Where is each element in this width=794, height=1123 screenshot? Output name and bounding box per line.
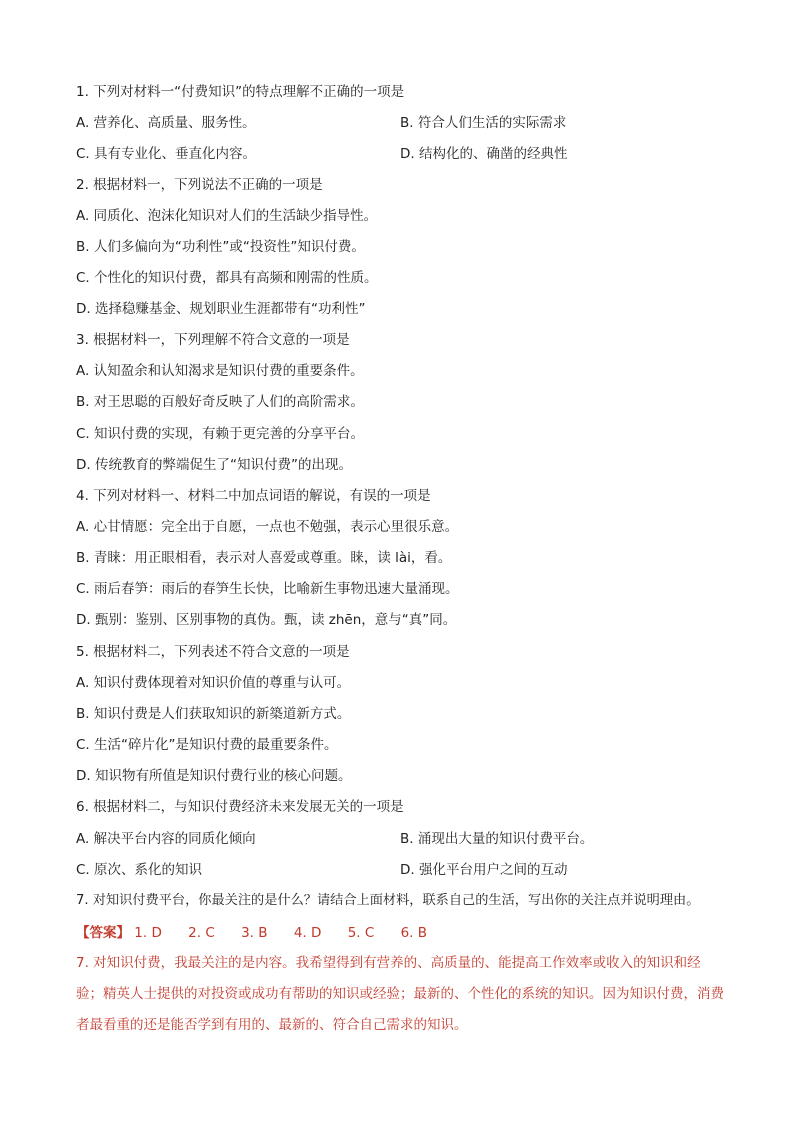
answer-line xyxy=(76,924,449,942)
answer-item: 3. B xyxy=(241,925,268,941)
answer-q7-paragraph: 7. 对知识付费，我最关注的是内容。我希望得到有营养的、高质量的、能提高工作效率或收入的知识和经验；精英人士提供的对投资或成功有帮助的知识或经验；最新的、个性化的系统的知识。因为知识付费，消费者最看重的还是能否学到有用的、最新的、符合自己需求的知识。 xyxy=(76,955,724,1033)
question-6-option-b: B. 涌现出大量的知识付费平台。 xyxy=(400,831,594,847)
question-3-option-b: B. 对王思聪的百般好奇反映了人们的高阶需求。 xyxy=(76,394,364,410)
question-5-option-b: B. 知识付费是人们获取知识的新築道新方式。 xyxy=(76,706,351,722)
question-4-option-a: A. 心甘情愿：完全出于自愿，一点也不勉强，表示心里很乐意。 xyxy=(76,519,459,535)
question-4-stem: 4. 下列对材料一、材料二中加点词语的解说，有误的一项是 xyxy=(76,488,431,504)
answer-item: 6. B xyxy=(400,925,428,941)
question-3-stem: 3. 根据材料一，下列理解不符合文意的一项是 xyxy=(76,332,350,348)
answer-items xyxy=(134,925,449,941)
question-7-stem: 7. 对知识付费平台，你最关注的是什么？请结合上面材料，联系自己的生活，写出你的关注点并说明理由。 xyxy=(76,893,700,908)
answer-item: 2. C xyxy=(188,925,215,941)
question-5-stem: 5. 根据材料二，下列表述不符合文意的一项是 xyxy=(76,644,350,660)
question-3-option-d: D. 传统教育的弊端促生了“知识付费”的出现。 xyxy=(76,457,352,473)
question-2-option-d: D. 选择稳赚基金、规划职业生涯都带有“功利性” xyxy=(76,301,366,317)
question-2-option-c: C. 个性化的知识付费，都具有高频和刚需的性质。 xyxy=(76,270,378,286)
question-6-stem: 6. 根据材料二，与知识付费经济未来发展无关的一项是 xyxy=(76,799,404,815)
question-6-option-d: D. 强化平台用户之间的互动 xyxy=(400,862,568,878)
answer-item: 1. D xyxy=(134,925,162,941)
question-3-option-c: C. 知识付费的实现，有赖于更完善的分享平台。 xyxy=(76,426,365,442)
question-5-option-d: D. 知识物有所值是知识付费行业的核心问题。 xyxy=(76,768,352,784)
question-6-option-a: A. 解决平台内容的同质化倾向 xyxy=(76,831,256,847)
question-1-option-d: D. 结构化的、确凿的经典性 xyxy=(400,146,568,162)
question-2-stem: 2. 根据材料一，下列说法不正确的一项是 xyxy=(76,177,323,193)
question-1-option-c: C. 具有专业化、垂直化内容。 xyxy=(76,146,257,162)
question-4-option-d: D. 甄别：鉴别、区别事物的真伪。甄，读 zhēn，意与“真”同。 xyxy=(76,612,457,628)
question-2-option-a: A. 同质化、泡沫化知识对人们的生活缺少指导性。 xyxy=(76,208,378,224)
question-5-option-a: A. 知识付费体现着对知识价值的尊重与认可。 xyxy=(76,675,351,691)
question-1-option-a: A. 营养化、高质量、服务性。 xyxy=(76,115,256,131)
answer-item: 4. D xyxy=(293,925,322,941)
question-3-option-a: A. 认知盈余和认知渴求是知识付费的重要条件。 xyxy=(76,363,364,379)
question-1-stem: 1. 下列对材料一“付费知识”的特点理解不正确的一项是 xyxy=(76,84,405,100)
answer-label: 【答案】 xyxy=(76,925,130,941)
answer-item: 5. C xyxy=(347,925,375,941)
question-5-option-c: C. 生活“碎片化”是知识付费的最重要条件。 xyxy=(76,737,338,753)
question-1-option-b: B. 符合人们生活的实际需求 xyxy=(400,115,567,131)
question-2-option-b: B. 人们多偏向为“功利性”或“投资性”知识付费。 xyxy=(76,239,365,255)
question-4-option-c: C. 雨后春笋：雨后的春笋生长快，比喻新生事物迅速大量涌现。 xyxy=(76,581,459,597)
question-6-option-c: C. 原次、系化的知识 xyxy=(76,862,203,878)
question-4-option-b: B. 青睐：用正眼相看，表示对人喜爱或尊重。睐，读 lài，看。 xyxy=(76,550,452,566)
